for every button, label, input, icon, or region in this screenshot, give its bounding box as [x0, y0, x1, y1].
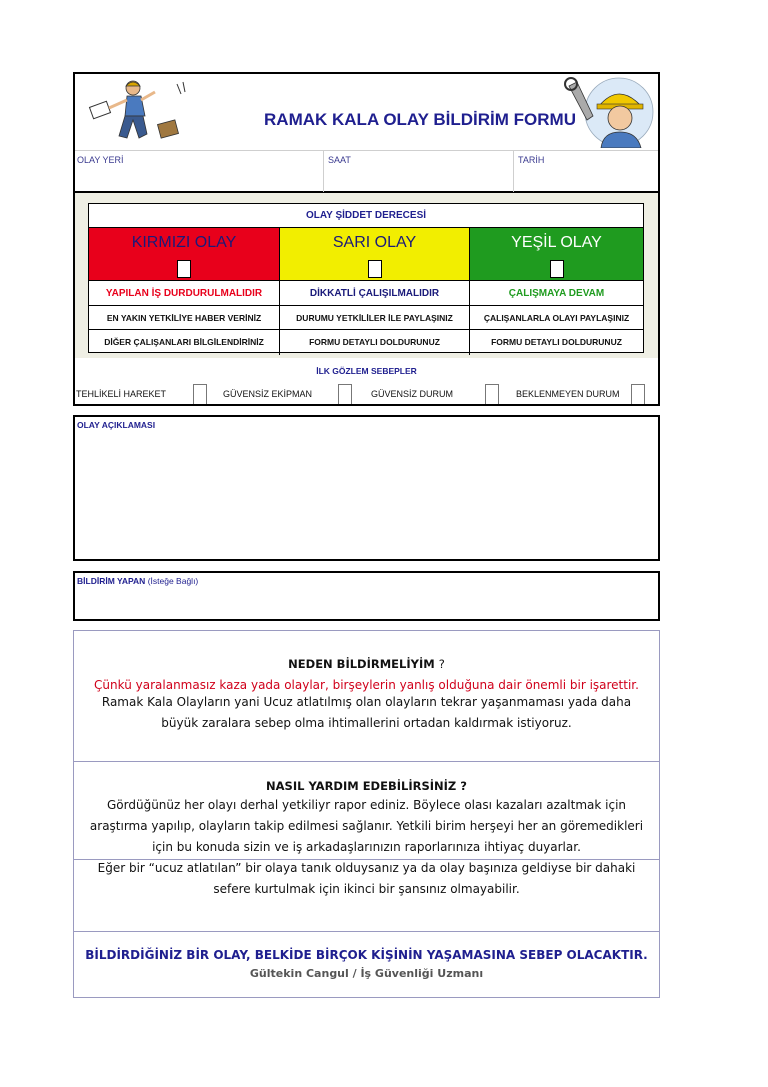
info-box: [73, 630, 660, 998]
reporter-box[interactable]: [73, 571, 660, 621]
red-level-checkbox[interactable]: [177, 260, 191, 278]
cause-unsafe-equipment: GÜVENSİZ EKİPMAN: [223, 389, 313, 399]
why-report-line-2: büyük zaralara sebep olma ihtimallerini ortadan kaldırmak istiyoruz.: [161, 716, 572, 730]
green-action: ÇALIŞMAYA DEVAM: [469, 281, 643, 306]
form-title: RAMAK KALA OLAY BİLDİRİM FORMU: [264, 110, 576, 129]
form-header: [73, 72, 660, 193]
green-level-checkbox[interactable]: [550, 260, 564, 278]
reporter-label: [77, 576, 198, 586]
how-help-line-4: Eğer bir “ucuz atlatılan” bir olaya tanık olduysanız ya da olay başınıza geldiyse bir dahaki: [97, 861, 636, 875]
event-description-label: OLAY AÇIKLAMASI: [77, 420, 156, 430]
severity-step2-row: [89, 329, 643, 354]
cause-unexpected-condition-checkbox[interactable]: [631, 384, 645, 404]
green-step2: FORMU DETAYLI DOLDURUNUZ: [469, 330, 643, 355]
why-report-mark: ?: [438, 657, 445, 671]
severity-title: OLAY ŞİDDET DERECESİ: [89, 204, 643, 228]
how-help-line-1: Gördüğünüz her olayı derhal yetkiliyr rapor ediniz. Böylece olası kazaları azaltmak için: [106, 798, 627, 812]
how-help-line-3: için bu konuda sizin ve iş arkadaşlarınızın raporlarınıza ihtiyaç duyarlar.: [152, 840, 581, 854]
red-action: YAPILAN İŞ DURDURULMALIDIR: [105, 288, 263, 299]
red-level-column: [89, 228, 279, 280]
header-fields: [75, 150, 658, 191]
cause-unsafe-condition: GÜVENSİZ DURUM: [371, 389, 454, 399]
yellow-step1: DURUMU YETKİLİLER İLE PAYLAŞINIZ: [279, 306, 469, 331]
severity-table: [88, 203, 644, 353]
red-step1: EN YAKIN YETKİLİYE HABER VERİNİZ: [106, 313, 262, 323]
event-location-field[interactable]: OLAY YERİ: [77, 155, 124, 165]
event-date-field[interactable]: TARİH: [513, 151, 658, 192]
event-description-box[interactable]: [73, 415, 660, 561]
yellow-step2: FORMU DETAYLI DOLDURUNUZ: [279, 330, 469, 355]
reporter-label-note: (İsteğe Bağlı): [147, 576, 199, 586]
why-report-line-1: Ramak Kala Olayların yani Ucuz atlatılmış olan olayların tekrar yaşanmaması yada daha: [101, 695, 632, 709]
how-help-heading: NASIL YARDIM EDEBİLİRSİNİZ ?: [266, 779, 467, 793]
yellow-level-name: SARI OLAY: [332, 234, 417, 251]
cause-unsafe-act: TEHLİKELİ HAREKET: [76, 389, 167, 399]
red-level-name: KIRMIZI OLAY: [131, 234, 237, 251]
yellow-action: DİKKATLİ ÇALIŞILMALIDIR: [279, 281, 469, 306]
why-report-title: NEDEN BİLDİRMELİYİM: [288, 657, 435, 671]
why-report-highlight: Çünkü yaralanmasız kaza yada olaylar, birşeylerin yanlış olduğuna dair önemli bir işarettir.: [94, 678, 639, 692]
closing-section: [74, 931, 659, 997]
event-time-field[interactable]: SAAT: [323, 151, 513, 192]
why-report-section: [74, 631, 659, 762]
observation-causes: [73, 358, 660, 406]
green-step1: ÇALIŞANLARLA OLAYI PAYLAŞINIZ: [469, 306, 643, 331]
how-help-line-5: sefere kurtulmak için ikinci bir şansınız olmayabilir.: [213, 882, 520, 896]
yellow-level-column: [279, 228, 469, 280]
yellow-level-checkbox[interactable]: [368, 260, 382, 278]
green-level-name: YEŞİL OLAY: [511, 234, 602, 251]
cause-unexpected-condition: BEKLENMEYEN DURUM: [516, 389, 620, 399]
severity-step1-row: [89, 305, 643, 330]
closing-statement: BİLDİRDİĞİNİZ BİR OLAY, BELKİDE BİRÇOK KİŞİNİN YAŞAMASINA SEBEP OLACAKTIR.: [85, 948, 648, 962]
cause-unsafe-condition-checkbox[interactable]: [485, 384, 499, 404]
cause-unsafe-act-checkbox[interactable]: [193, 384, 207, 404]
cause-unsafe-equipment-checkbox[interactable]: [338, 384, 352, 404]
reporter-label-title: BİLDİRİM YAPAN: [77, 576, 146, 586]
worker-with-wrench-illustration: [563, 76, 658, 148]
severity-action-row: [89, 280, 643, 305]
red-step2: DİĞER ÇALIŞANLARI BİLGİLENDİRİNİZ: [104, 337, 264, 347]
signature: Gültekin Cangul / İş Güvenliği Uzmanı: [249, 967, 484, 980]
how-help-section: [74, 762, 659, 896]
how-help-line-2: araştırma yapılıp, olayların takip edilmesi sağlanır. Yetkili birim herşeyi her an göremedikleri: [89, 819, 644, 833]
green-level-column: [469, 228, 643, 280]
why-report-heading: [74, 657, 659, 671]
tripping-worker-illustration: [81, 76, 191, 146]
causes-title: İLK GÖZLEM SEBEPLER: [316, 366, 417, 376]
